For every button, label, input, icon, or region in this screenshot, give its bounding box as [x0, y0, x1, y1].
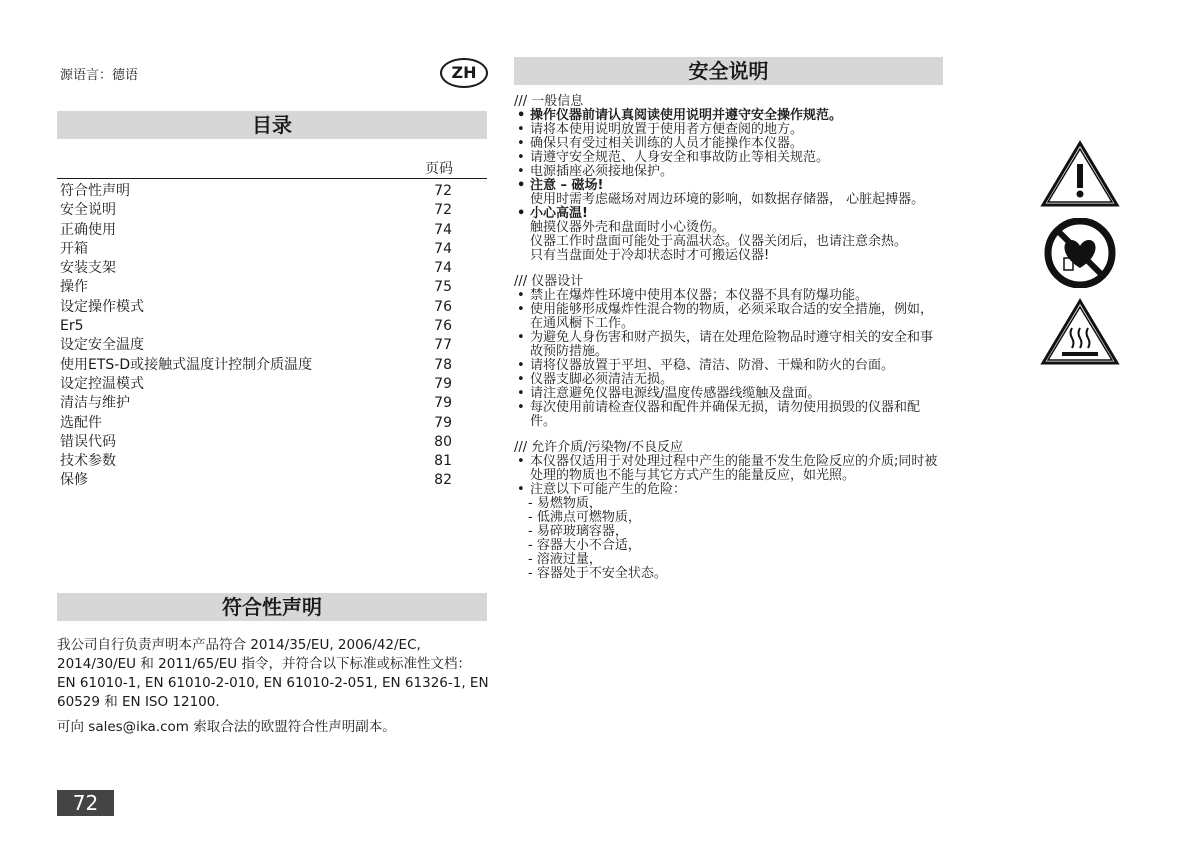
media-heading: /// 允许介质/污染物/不良反应 — [514, 440, 684, 455]
toc-item[interactable]: 错误代码 80 — [60, 433, 452, 450]
toc-item[interactable]: 正确使用 74 — [60, 221, 452, 238]
hot-title: 小心高温! — [530, 206, 588, 221]
toc-page-label: 页码 — [425, 161, 453, 177]
design-heading: /// 仪器设计 — [514, 274, 584, 289]
list-item: • 注意以下可能产生的危险： — [514, 483, 944, 497]
media-list — [514, 455, 944, 497]
toc-item[interactable]: 技术参数 81 — [60, 453, 452, 470]
toc-item[interactable]: 保修 82 — [60, 472, 452, 489]
toc-title: 目录 — [57, 111, 487, 139]
source-language-note: 源语言：德语 — [60, 68, 139, 83]
hot-line: 触摸仪器外壳和盘面时小心烫伤。 — [530, 220, 726, 235]
magnet-text: 使用时需考虑磁场对周边环境的影响，如数据存储器， 心脏起搏器。 — [530, 192, 925, 207]
hazard-list — [514, 497, 944, 581]
magnet-warning — [514, 179, 944, 207]
design-list — [514, 289, 944, 429]
safety-content — [514, 95, 944, 581]
toc-item[interactable]: 安全说明 72 — [60, 202, 452, 219]
toc-header — [57, 158, 487, 179]
magnet-title: 注意 – 磁场! — [530, 178, 604, 193]
toc-item[interactable]: 安装支架 74 — [60, 260, 452, 277]
no-pacemaker-icon — [1040, 218, 1120, 288]
toc-item[interactable]: 操作 75 — [60, 279, 452, 296]
hot-line: 仪器工作时盘面可能处于高温状态。仪器关闭后，也请注意余热。 — [530, 234, 908, 249]
list-item: • 禁止在爆炸性环境中使用本仪器；本仪器不具有防爆功能。 — [514, 289, 944, 303]
hazard-item: - 低沸点可燃物质， — [528, 510, 641, 525]
toc-item[interactable]: 选配件 79 — [60, 414, 452, 431]
list-item: • 操作仪器前请认真阅读使用说明并遵守安全操作规范。 — [514, 109, 944, 123]
safety-icons — [1040, 140, 1130, 376]
toc-list — [60, 182, 452, 491]
hazard-item: - 容器处于不安全状态。 — [528, 566, 667, 581]
safety-title: 安全说明 — [514, 57, 943, 85]
toc-item[interactable]: 设定控温模式 79 — [60, 375, 452, 392]
page-number: 72 — [57, 790, 114, 816]
toc-item[interactable]: 开箱 74 — [60, 240, 452, 257]
conformity-contact: 可向 sales@ika.com 索取合法的欧盟符合性声明副本。 — [57, 719, 396, 735]
list-item: • 请将本使用说明放置于使用者方便查阅的地方。 — [514, 123, 944, 137]
toc-item[interactable]: Er5 76 — [60, 318, 452, 335]
hazard-item: - 容器大小不合适， — [528, 538, 641, 553]
general-list — [514, 109, 944, 263]
hazard-item: - 溶液过量， — [528, 552, 602, 567]
conformity-body — [57, 636, 489, 737]
list-item: • 为避免人身伤害和财产损失，请在处理危险物品时遵守相关的安全和事故预防措施。 — [514, 331, 944, 359]
conformity-title: 符合性声明 — [57, 593, 487, 621]
hazard-item: - 易燃物质， — [528, 496, 602, 511]
warning-triangle-icon — [1040, 140, 1120, 208]
list-item: • 确保只有受过相关训练的人员才能操作本仪器。 — [514, 137, 944, 151]
hot-line: 只有当盘面处于冷却状态时才可搬运仪器! — [530, 248, 770, 263]
list-item: • 请将仪器放置于平坦、平稳、清洁、防滑、干燥和防火的台面。 — [514, 359, 944, 373]
list-item: • 仪器支脚必须清洁无损。 — [514, 373, 944, 387]
hot-warning — [514, 207, 944, 263]
toc-item[interactable]: 符合性声明 72 — [60, 183, 452, 199]
hot-surface-icon — [1040, 298, 1120, 366]
toc-item[interactable]: 设定操作模式 76 — [60, 298, 452, 315]
conformity-text: 我公司自行负责声明本产品符合 2014/35/EU, 2006/42/EC, 2014/30/EU 和 2011/65/EU 指令，并符合以下标准或标准性文档：EN 61010-1, EN 61010-2-010, EN 61010-2-051, EN 61326-1, EN 60529 和 EN ISO 12100. — [57, 637, 489, 710]
list-item: • 每次使用前请检查仪器和配件并确保无损，请勿使用损毁的仪器和配件。 — [514, 401, 944, 429]
list-item: • 请遵守安全规范、人身安全和事故防止等相关规范。 — [514, 151, 944, 165]
hazard-item: - 易碎玻璃容器， — [528, 524, 628, 539]
general-heading: /// 一般信息 — [514, 94, 584, 109]
toc-item[interactable]: 设定安全温度 77 — [60, 337, 452, 354]
list-item: • 电源插座必须接地保护。 — [514, 165, 944, 179]
language-badge: ZH — [440, 58, 488, 88]
list-item: • 请注意避免仪器电源线/温度传感器线缆触及盘面。 — [514, 387, 944, 401]
list-item: • 使用能够形成爆炸性混合物的物质，必须采取合适的安全措施，例如，在通风橱下工作。 — [514, 303, 944, 331]
list-item: • 本仪器仅适用于对处理过程中产生的能量不发生危险反应的介质;同时被处理的物质也不能与其它方式产生的能量反应，如光照。 — [514, 455, 944, 483]
toc-item[interactable]: 使用ETS-D或接触式温度计控制介质温度 78 — [60, 356, 452, 373]
toc-item[interactable]: 清洁与维护 79 — [60, 395, 452, 412]
